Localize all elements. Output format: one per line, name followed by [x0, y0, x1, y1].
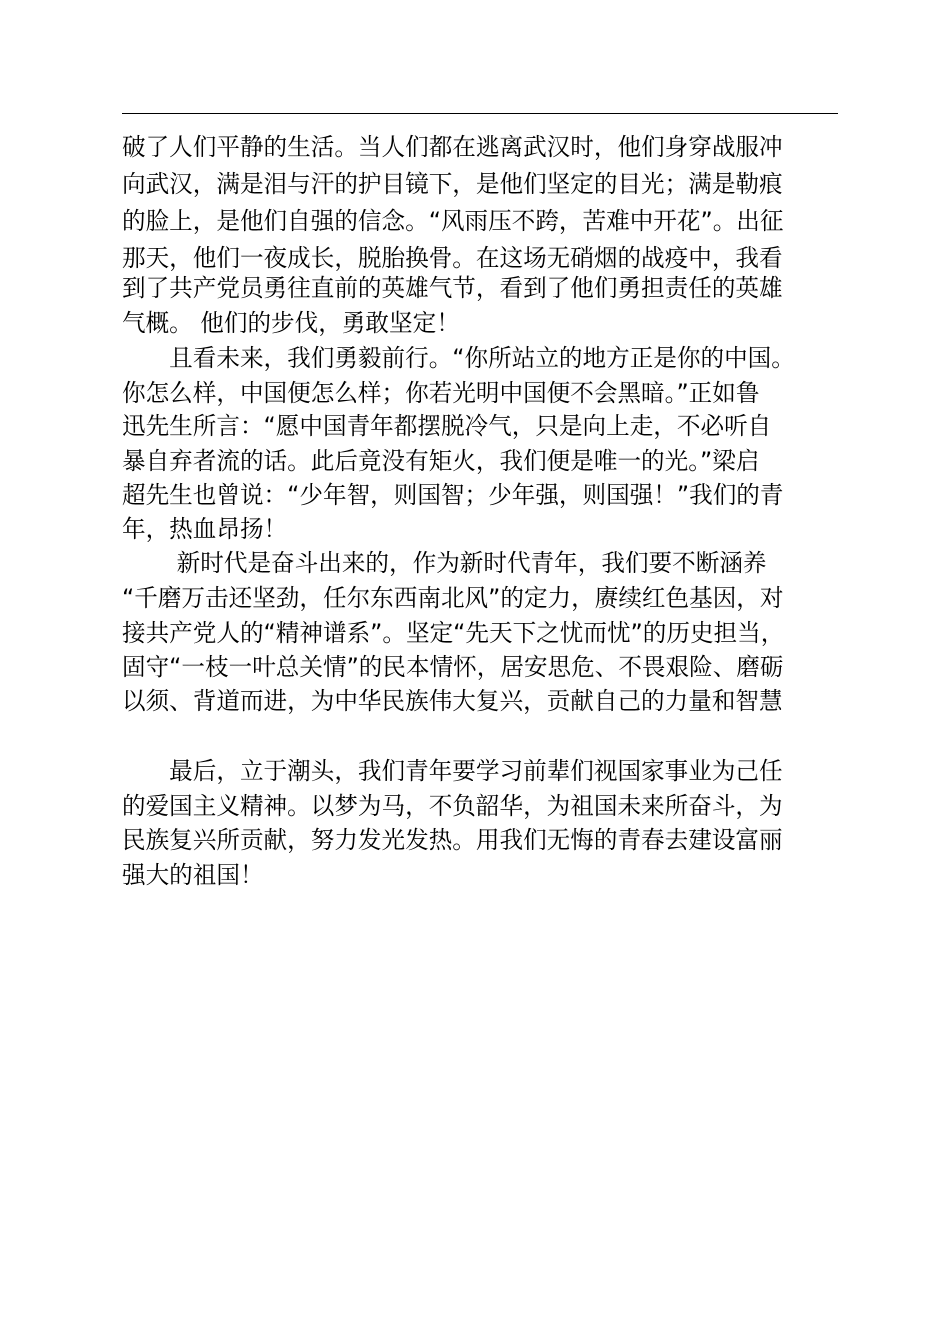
paragraph-3-line-3: 接共产党人的“精神谱系”。坚定“先天下之忧而忧”的历史担当， [122, 619, 785, 647]
paragraph-3-line-5: 以须、背道而进，为中华民族伟大复兴，贡献自己的力量和智慧 [122, 687, 783, 715]
paragraph-1-line-4: 那天，他们一夜成长，脱胎换骨。在这场无硝烟的战疫中，我看 [122, 244, 783, 272]
paragraph-2-line-4: 暴自弃者流的话。此后竟没有矩火，我们便是唯一的光。”梁启 [122, 447, 760, 475]
paragraph-2-line-5: 超先生也曾说：“少年智，则国智；少年强，则国强！”我们的青 [122, 481, 784, 509]
paragraph-3-line-4: 固守“一枝一叶总关情”的民本情怀，居安思危、不畏艰险、磨砺 [122, 653, 784, 681]
header-rule [122, 113, 838, 114]
paragraph-2-line-2: 你怎么样，中国便怎么样；你若光明中国便不会黑暗。”正如鲁 [122, 379, 760, 407]
paragraph-1-line-6: 气概。 他们的步伐，勇敢坚定！ [122, 309, 460, 337]
paragraph-4-line-2: 的爱国主义精神。以梦为马，不负韶华，为祖国未来所奋斗，为 [122, 792, 783, 820]
paragraph-4-line-1: 最后，立于潮头，我们青年要学习前辈们视国家事业为己任 [122, 757, 783, 785]
paragraph-1-line-3: 的脸上，是他们自强的信念。“风雨压不跨，苦难中开花”。出征 [122, 207, 784, 235]
paragraph-2-line-1: 且看未来，我们勇毅前行。“你所站立的地方正是你的中国。 [122, 344, 795, 372]
paragraph-1-line-1: 破了人们平静的生活。当人们都在逃离武汉时，他们身穿战服冲 [122, 133, 783, 161]
paragraph-4-line-3: 民族复兴所贡献，努力发光发热。用我们无悔的青春去建设富丽 [122, 826, 783, 854]
paragraph-4-line-4: 强大的祖国！ [122, 861, 264, 889]
paragraph-1-line-5: 到了共产党员勇往直前的英雄气节，看到了他们勇担责任的英雄 [122, 274, 783, 302]
paragraph-3-line-2: “千磨万击还坚劲，任尔东西南北风”的定力，赓续红色基因，对 [122, 584, 784, 612]
paragraph-2-line-3: 迅先生所言：“愿中国青年都摆脱冷气，只是向上走，不必听自 [122, 412, 772, 440]
paragraph-1-line-2: 向武汉，满是泪与汗的护目镜下，是他们坚定的目光；满是勒痕 [122, 170, 783, 198]
paragraph-3-line-1: 新时代是奋斗出来的，作为新时代青年，我们要不断涵养 [122, 549, 767, 577]
paragraph-2-line-6: 年，热血昂扬！ [122, 515, 288, 543]
